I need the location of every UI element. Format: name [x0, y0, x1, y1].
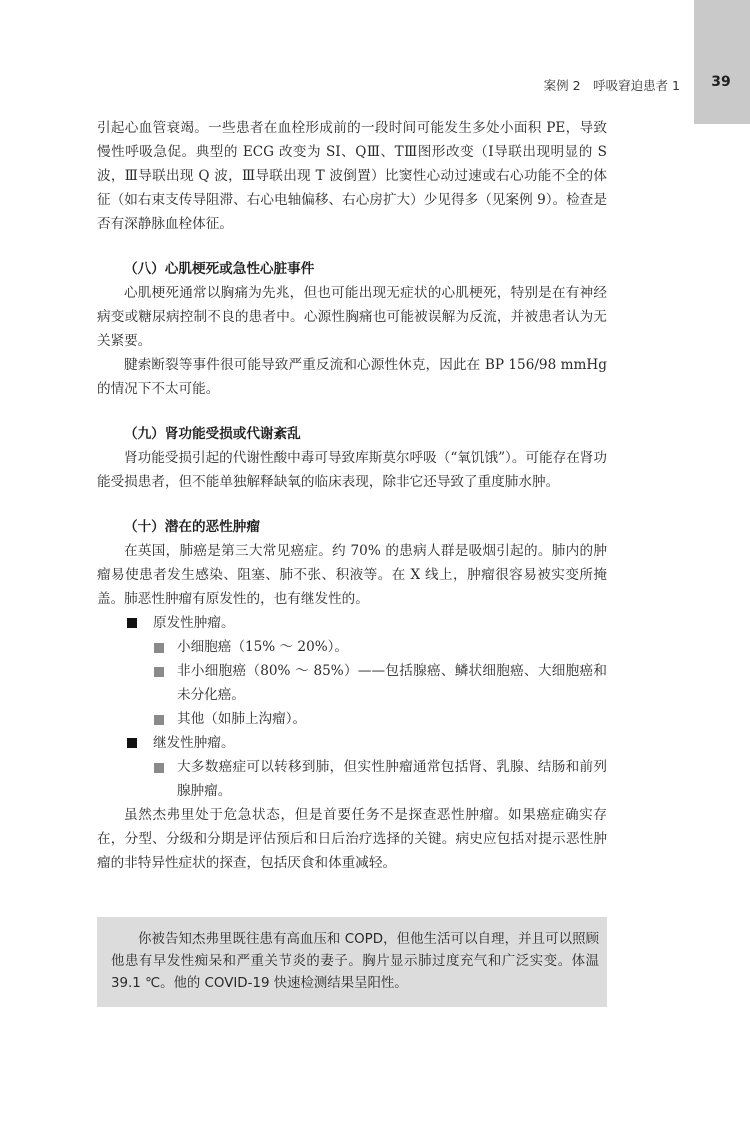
- list-item: [97, 731, 607, 755]
- square-bullet-icon: [127, 618, 137, 628]
- square-bullet-icon: [154, 643, 164, 653]
- paragraph: 心肌梗死通常以胸痛为先兆，但也可能出现无症状的心肌梗死，特别是在有神经病变或糖尿病控制不良的患者中。心源性胸痛也可能被误解为反流，并被患者认为无关紧要。: [97, 285, 607, 349]
- square-bullet-icon: [154, 667, 164, 677]
- list-item-text: 原发性肿瘤。: [153, 615, 235, 631]
- list-item-text: 小细胞癌（15% ～ 20%）。: [177, 639, 349, 655]
- sub-list-item: [97, 659, 607, 707]
- sub-list-item: [97, 755, 607, 803]
- list-item-text: 继发性肿瘤。: [153, 735, 235, 751]
- paragraph: 腱索断裂等事件很可能导致严重反流和心源性休克，因此在 BP 156/98 mmHg 的情况下不太可能。: [97, 357, 607, 397]
- list-item: [97, 611, 607, 635]
- page-edge-tab: [694, 0, 750, 124]
- sub-list-item: [97, 707, 607, 731]
- list-item-text: 其他（如肺上沟瘤）。: [177, 711, 307, 727]
- list-item-text: 大多数癌症可以转移到肺，但实性肿瘤通常包括肾、乳腺、结肠和前列腺肿瘤。: [177, 759, 607, 799]
- sub-list-item: [97, 635, 607, 659]
- paragraph: 虽然杰弗里处于危急状态，但是首要任务不是探查恶性肿瘤。如果癌症确实存在，分型、分级和分期是评估预后和日后治疗选择的关键。病史应包括对提示恶性肿瘤的非特异性症状的探查，包括厌食和体重减轻。: [97, 807, 607, 871]
- intro-paragraph: 引起心血管衰竭。一些患者在血栓形成前的一段时间可能发生多处小面积 PE，导致慢性呼吸急促。典型的 ECG 改变为 SI、QⅢ、TⅢ图形改变（Ⅰ导联出现明显的 S 波，Ⅲ导联出现 Q 波，Ⅲ导联出现 T 波倒置）比窦性心动过速或右心功能不全的体征（如右束支传导阻滞、右心电轴偏移、右心房扩大）少见得多（见案例 9）。检查是否有深静脉血栓体征。: [97, 120, 607, 232]
- main-text: [97, 116, 607, 875]
- running-head: 案例 2 呼吸窘迫患者 1: [543, 78, 680, 93]
- case-update-box: [97, 917, 607, 1007]
- paragraph: 肾功能受损引起的代谢性酸中毒可导致库斯莫尔呼吸（“氧饥饿”）。可能存在肾功能受损患者，但不能单独解释缺氧的临床表现，除非它还导致了重度肺水肿。: [97, 450, 607, 490]
- page-number: 39: [711, 74, 731, 90]
- case-update-text: 你被告知杰弗里既往患有高血压和 COPD，但他生活可以自理，并且可以照顾他患有早发性痴呆和严重关节炎的妻子。胸片显示肺过度充气和广泛实变。体温 39.1 ℃。他的 COVID-19 快速检测结果呈阳性。: [111, 932, 599, 991]
- list-item-text: 非小细胞癌（80% ～ 85%）——包括腺癌、鳞状细胞癌、大细胞癌和未分化癌。: [177, 663, 607, 703]
- section-heading-10: （十）潜在的恶性肿瘤: [124, 519, 260, 535]
- section-heading-9: （九）肾功能受损或代谢紊乱: [124, 426, 301, 442]
- section-heading-8: （八）心肌梗死或急性心脏事件: [124, 261, 315, 277]
- square-bullet-icon: [154, 763, 164, 773]
- paragraph: 在英国，肺癌是第三大常见癌症。约 70% 的患病人群是吸烟引起的。肺内的肿瘤易使患者发生感染、阻塞、肺不张、积液等。在 X 线上，肿瘤很容易被实变所掩盖。肺恶性肿瘤有原发性的，也有继发性的。: [97, 543, 607, 607]
- square-bullet-icon: [154, 715, 164, 725]
- square-bullet-icon: [127, 738, 137, 748]
